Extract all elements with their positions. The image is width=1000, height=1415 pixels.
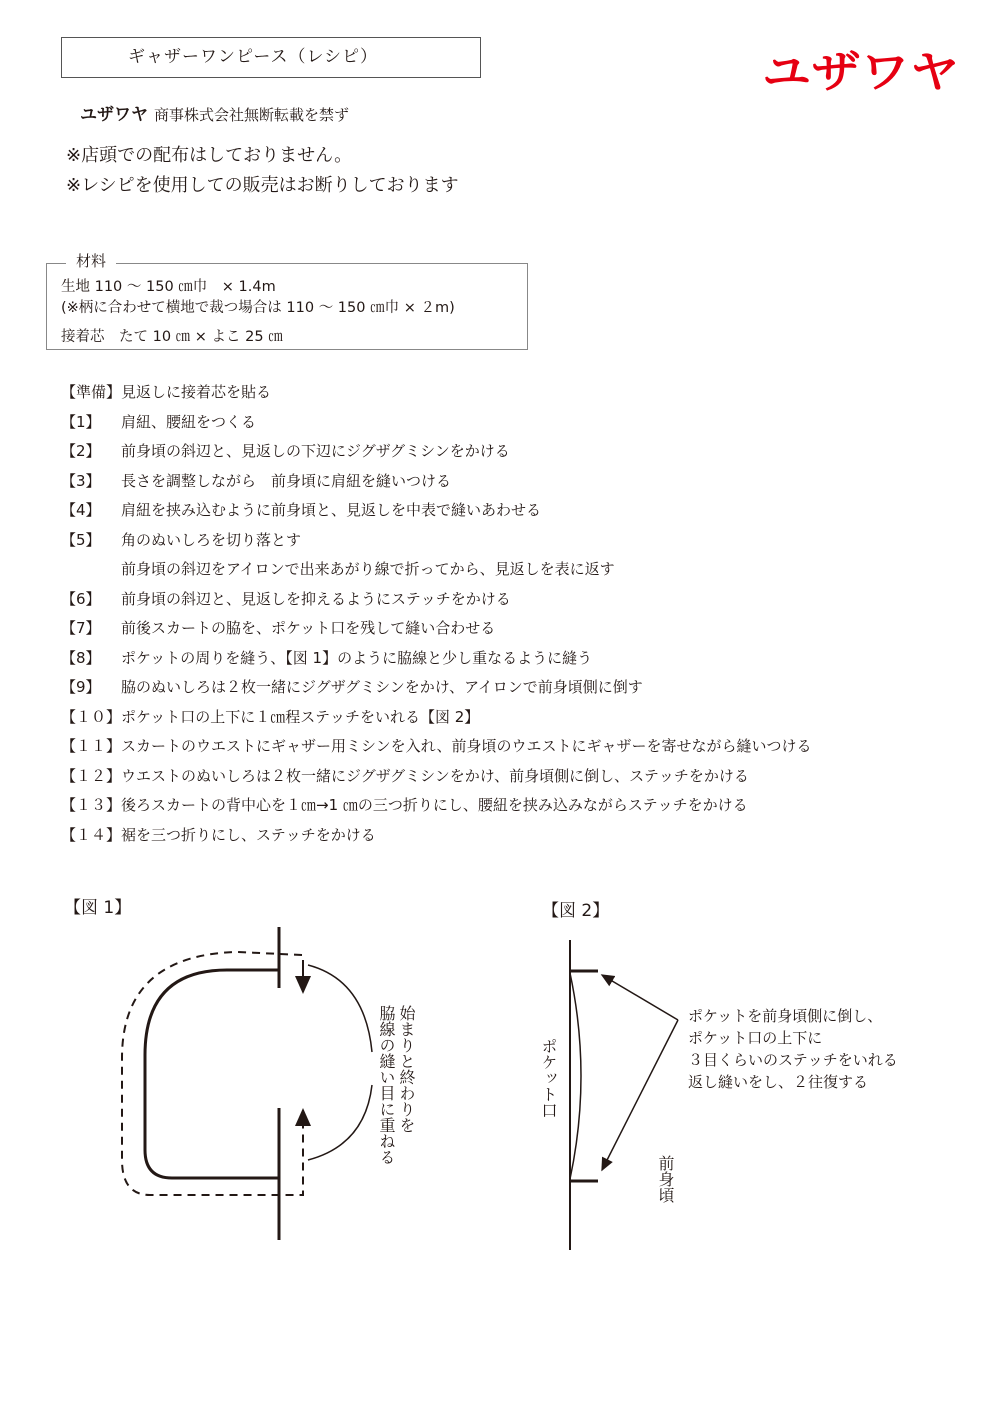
step-number: 【7】 bbox=[61, 619, 101, 637]
copyright-text: 商事株式会社無断転載を禁ず bbox=[154, 106, 350, 124]
step-number: 【5】 bbox=[61, 530, 101, 549]
step-number: 【１３】 bbox=[61, 796, 122, 814]
step-text: 前身頃の斜辺と、見返しの下辺にジグザグミシンをかける bbox=[121, 442, 510, 460]
step-text: 後ろスカートの背中心を１㎝→1 ㎝の三つ折りにし、腰紐を挟み込みながらステッチをかける bbox=[121, 796, 748, 814]
step-text: 肩紐を挟み込むように前身頃と、見返しを中表で縫いあわせる bbox=[121, 501, 542, 519]
figure2-note-line: ポケット口の上下に bbox=[688, 1029, 823, 1047]
step-text: 裾を三つ折りにし、ステッチをかける bbox=[121, 825, 376, 844]
pocket-opening-curve bbox=[570, 973, 581, 1179]
step-text: 長さを調整しながら 前身頃に肩紐を縫いつける bbox=[121, 471, 452, 490]
step-number: 【8】 bbox=[61, 648, 101, 667]
step-number: 【9】 bbox=[61, 678, 101, 696]
figure2-label: 【図 2】 bbox=[542, 901, 610, 921]
step-number: 【１２】 bbox=[61, 766, 122, 785]
figure1-label: 【図 1】 bbox=[64, 898, 132, 918]
step-text: ポケット口の上下に１㎝程ステッチをいれる【図 2】 bbox=[121, 707, 480, 726]
step-text: スカートのウエストにギャザー用ミシンを入れ、前身頃のウエストにギャザーを寄せながら縫いつける bbox=[121, 737, 812, 755]
step-text: ウエストのぬいしろは２枚一緒にジグザグミシンをかけ、前身頃側に倒し、ステッチをかける bbox=[121, 766, 749, 785]
copyright-brand-logo: ユザワヤ bbox=[80, 105, 148, 125]
step-number: 【3】 bbox=[61, 471, 101, 490]
materials-fabric: 生地 110 ～ 150 ㎝巾 × 1.4m bbox=[61, 279, 276, 295]
step-number: 【１１】 bbox=[61, 737, 122, 755]
pocket-opening-label: ポケット口 bbox=[539, 1038, 558, 1118]
step-text: 肩紐、腰紐をつくる bbox=[121, 412, 257, 431]
step-number: 【準備】 bbox=[61, 383, 122, 401]
front-bodice-label: 前身頃 bbox=[656, 1155, 675, 1203]
pocket-outline bbox=[145, 970, 279, 1178]
step-number: 【１０】 bbox=[61, 707, 122, 726]
step-number: 【6】 bbox=[61, 589, 101, 608]
step-number: 【4】 bbox=[61, 501, 101, 519]
brand-logo: ユザワヤ bbox=[762, 47, 960, 98]
step-text: ポケットの周りを縫う、【図 1】のように脇線と少し重なるように縫う bbox=[121, 648, 593, 667]
notice-sales: ※レシピを使用しての販売はお断りしております bbox=[66, 175, 459, 196]
page-title: ギャザーワンピース（レシピ） bbox=[61, 37, 481, 78]
figure2-diagram bbox=[569, 940, 678, 1250]
step-number: 【1】 bbox=[61, 412, 101, 431]
callout-arrow-bottom bbox=[602, 1020, 678, 1170]
materials-interfacing: 接着芯 たて 10 ㎝ × よこ 25 ㎝ bbox=[61, 329, 283, 345]
stitch-line bbox=[122, 952, 303, 1195]
figure2-note bbox=[688, 1005, 898, 1093]
step-number: 【１４】 bbox=[61, 825, 122, 844]
materials-heading: 材料 bbox=[66, 250, 116, 271]
callout-curve-bottom bbox=[308, 1085, 372, 1160]
callout-curve-top bbox=[308, 965, 372, 1052]
step-text: 前身頃の斜辺をアイロンで出来あがり線で折ってから、見返しを表に返す bbox=[121, 560, 615, 578]
step-text: 角のぬいしろを切り落とす bbox=[121, 530, 302, 549]
step-text: 脇のぬいしろは２枚一緒にジグザグミシンをかけ、アイロンで前身頃側に倒す bbox=[121, 678, 643, 696]
figure2-note-line: 返し縫いをし、２往復する bbox=[688, 1073, 869, 1091]
materials-fabric-note: (※柄に合わせて横地で裁つ場合は 110 ～ 150 ㎝巾 × ２m) bbox=[61, 300, 455, 316]
figure1-diagram bbox=[122, 927, 372, 1240]
callout-arrow-top bbox=[602, 975, 678, 1020]
step-text: 前後スカートの脇を、ポケット口を残して縫い合わせる bbox=[121, 619, 496, 637]
step-number: 【2】 bbox=[61, 442, 101, 460]
figure2-note-line: ポケットを前身頃側に倒し、 bbox=[688, 1007, 883, 1025]
figure2-note-line: ３目くらいのステッチをいれる bbox=[688, 1051, 898, 1069]
step-text: 前身頃の斜辺と、見返しを抑えるようにステッチをかける bbox=[121, 589, 511, 608]
figure1-annotation-col1: 始まりと終わりを bbox=[397, 1005, 416, 1133]
step-text: 見返しに接着芯を貼る bbox=[121, 383, 272, 401]
figure1-annotation-col2: 脇線の縫い目に重ねる bbox=[377, 1005, 396, 1165]
notice-distribution: ※店頭での配布はしておりません。 bbox=[66, 145, 353, 166]
